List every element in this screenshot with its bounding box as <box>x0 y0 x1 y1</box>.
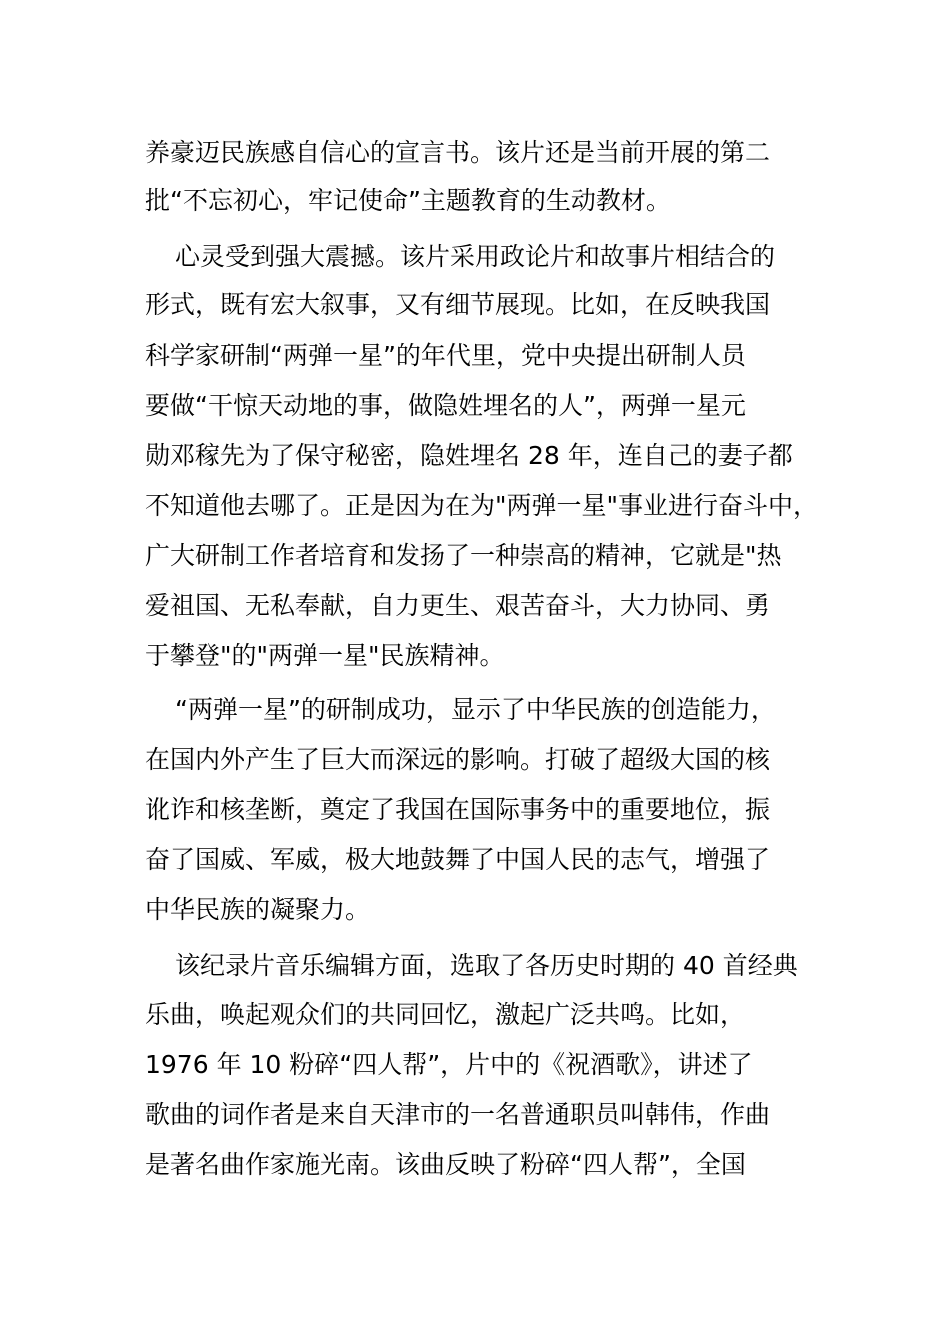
text-line: 歌曲的词作者是来自天津市的一名普通职员叫韩伟，作曲 <box>145 1100 771 1129</box>
text-line: 于攀登"的"两弹一星"民族精神。 <box>145 641 505 670</box>
text-line: 科学家研制“两弹一星”的年代里，党中央提出研制人员 <box>145 341 746 370</box>
text-line: 是著名曲作家施光南。该曲反映了粉碎“四人帮”，全国 <box>145 1150 746 1179</box>
text-line: 奋了国威、军威，极大地鼓舞了中国人民的志气，增强了 <box>145 845 771 874</box>
text-line: 勋邓稼先为了保守秘密，隐姓埋名 28 年，连自己的妻子都 <box>145 441 793 470</box>
text-line: 在国内外产生了巨大而深远的影响。打破了超级大国的核 <box>145 745 771 774</box>
paragraph-start-line: “两弹一星”的研制成功，显示了中华民族的创造能力， <box>175 695 776 724</box>
text-line: 批“不忘初心，牢记使命”主题教育的生动教材。 <box>145 186 671 215</box>
text-line: 爱祖国、无私奉献，自力更生、艰苦奋斗，大力协同、勇 <box>145 591 771 620</box>
text-line: 不知道他去哪了。正是因为在为"两弹一星"事业进行奋斗中， <box>145 491 819 520</box>
text-line: 养豪迈民族感自信心的宣言书。该片还是当前开展的第二 <box>145 138 771 167</box>
text-line: 要做“干惊天动地的事，做隐姓埋名的人”，两弹一星元 <box>145 391 746 420</box>
text-line: 讹诈和核垄断，奠定了我国在国际事务中的重要地位，振 <box>145 795 771 824</box>
text-line: 1976 年 10 粉碎“四人帮”，片中的《祝酒歌》，讲述了 <box>145 1050 753 1079</box>
text-line: 中华民族的凝聚力。 <box>145 895 371 924</box>
text-line: 乐曲，唤起观众们的共同回忆，激起广泛共鸣。比如， <box>145 1000 746 1029</box>
paragraph-start-line: 心灵受到强大震撼。该片采用政论片和故事片相结合的 <box>175 242 776 271</box>
paragraph-start-line: 该纪录片音乐编辑方面，选取了各历史时期的 40 首经典 <box>175 951 798 980</box>
text-line: 广大研制工作者培育和发扬了一种崇高的精神，它就是"热 <box>145 541 782 570</box>
text-line: 形式，既有宏大叙事，又有细节展现。比如，在反映我国 <box>145 290 771 319</box>
